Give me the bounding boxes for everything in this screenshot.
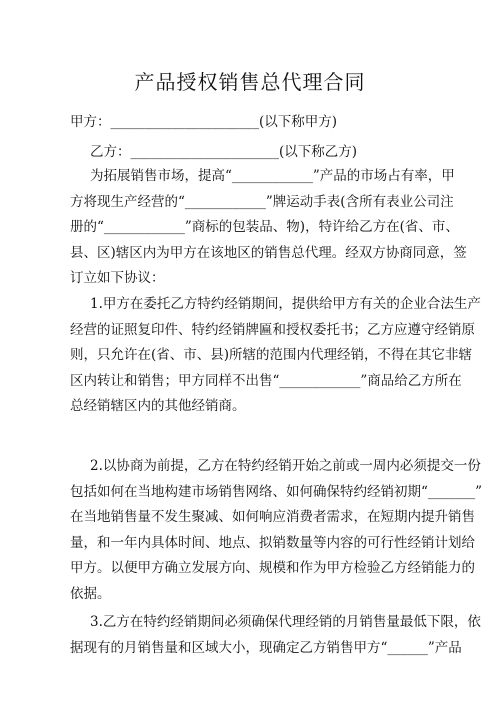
clause-2-line: 量，和一年内具体时间、地点、拟销数量等内容的可行性经销计划给 [70, 534, 475, 551]
preamble-line: 册的“____________”商标的包装品、物)，特许给乙方在(省、市、 [70, 219, 459, 235]
party-a-note: (以下称甲方) [259, 114, 338, 130]
clause-2-paragraph [70, 454, 483, 607]
clause-1-line: 经营的证照复印件、特约经销牌匾和授权委托书；乙方应遵守经销原 [70, 321, 475, 338]
preamble-line: 为拓展销售市场，提高“____________”产品的市场占有率，甲 [90, 168, 455, 184]
clause-3-line: 据现有的月销售量和区域大小，现确定乙方销售甲方“______”产品 [70, 639, 462, 656]
preamble-line: 订立如下协议： [70, 270, 165, 286]
clause-1-line: 区内转让和销售；甲方同样不出售“____________”商品给乙方所在 [70, 372, 462, 389]
clause-2-line: 在当地销售量不发生聚减、如何响应消费者需求，在短期内提升销售 [70, 509, 475, 525]
party-a-label: 甲方： [70, 114, 111, 130]
clause-3-line: 3.乙方在特约经销期间必须确保代理经销的月销售量最低下限，依 [90, 614, 481, 630]
clause-2-line: 2.以协商为前提，乙方在特约经销开始之前或一周内必须提交一份 [90, 458, 481, 474]
party-a-line [70, 112, 337, 132]
clause-1-line: 总经销辖区内的其他经销商。 [70, 398, 246, 414]
clause-3-paragraph [70, 610, 481, 661]
preamble-line: 县、区)辖区内为甲方在该地区的销售总代理。经双方协商同意，签 [70, 244, 467, 261]
preamble-paragraph [70, 164, 467, 292]
party-b-line [90, 142, 357, 162]
clause-1-line: 1.甲方在委托乙方特约经销期间，提供给甲方有关的企业合法生产 [90, 296, 481, 312]
clause-1-paragraph [70, 292, 481, 420]
party-b-blank: ______________________ [130, 144, 279, 160]
page-title: 产品授权销售总代理合同 [134, 70, 366, 94]
preamble-line: 方将现生产经营的“____________”牌运动手表(含所有表业公司注 [70, 193, 454, 210]
clause-2-line: 甲方。以便甲方确立发展方向、规模和作为甲方检验乙方经销能力的 [70, 560, 475, 576]
party-a-blank: ______________________ [110, 114, 259, 130]
clause-2-line: 包括如何在当地构建市场销售网络、如何确保特约经销初期“_______” [70, 483, 483, 500]
party-b-note: (以下称乙方) [279, 144, 358, 160]
party-b-label: 乙方： [90, 144, 131, 160]
clause-1-line: 则，只允许在(省、市、县)所辖的范围内代理经销，不得在其它非辖 [70, 347, 473, 363]
clause-2-line: 依据。 [70, 585, 111, 602]
